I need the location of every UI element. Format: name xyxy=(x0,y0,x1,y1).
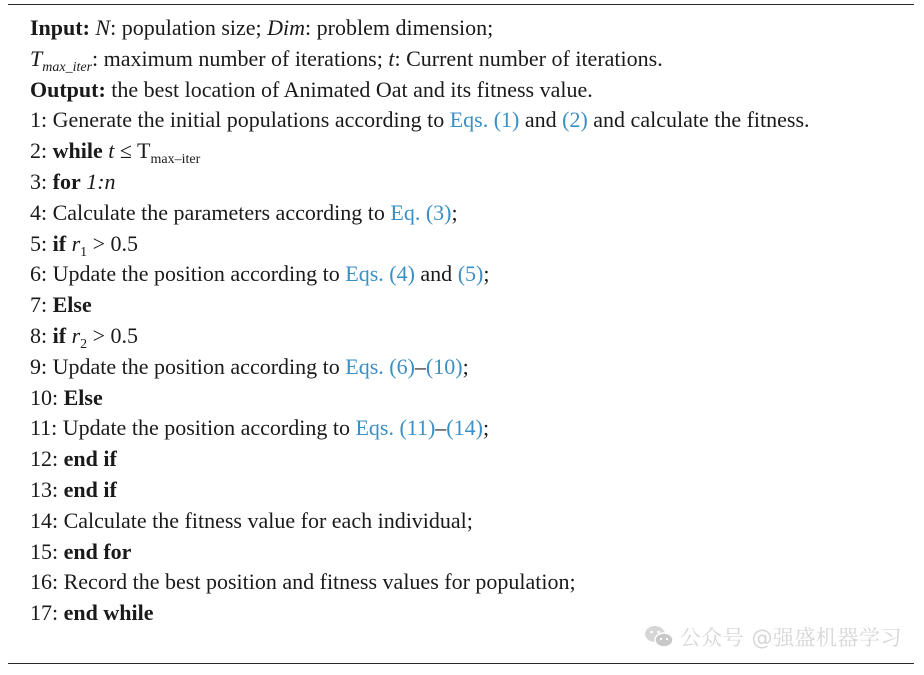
step-16 xyxy=(30,567,900,598)
step-9-mid: – xyxy=(414,353,426,379)
step-8-number: 8: xyxy=(30,322,53,348)
step-11-post: ; xyxy=(482,415,490,441)
dim-description: : problem dimension; xyxy=(305,15,494,40)
algorithm-block xyxy=(30,13,900,629)
step-6-text: 6: Update the position according to xyxy=(30,261,346,287)
step-11-text: 11: Update the position according to xyxy=(30,415,356,441)
step-17-number: 17: xyxy=(30,600,64,626)
tmax-line xyxy=(30,44,900,75)
tmax-variable: T xyxy=(30,45,43,71)
step-5-subscript: 1 xyxy=(80,244,88,260)
step-1-mid: and xyxy=(519,107,563,133)
for-keyword: for xyxy=(52,168,81,194)
step-8-condition: > 0.5 xyxy=(87,322,139,348)
step-13 xyxy=(30,475,900,506)
eq-ref-5[interactable]: (5) xyxy=(457,261,484,287)
step-7-number: 7: xyxy=(30,292,53,318)
eq-ref-4[interactable]: Eqs. (4) xyxy=(345,261,415,287)
tmax-subscript: max_iter xyxy=(42,59,93,75)
input-line xyxy=(30,13,900,44)
step-2-subscript: max‒iter xyxy=(150,152,201,168)
step-12-number: 12: xyxy=(30,446,64,472)
step-3 xyxy=(30,167,900,198)
step-5-condition: > 0.5 xyxy=(87,230,139,256)
step-9-text: 9: Update the position according to xyxy=(30,353,346,379)
step-2-number: 2: xyxy=(30,138,53,164)
step-12 xyxy=(30,444,900,475)
step-10-number: 10: xyxy=(30,384,64,410)
eq-ref-10[interactable]: (10) xyxy=(425,353,463,379)
t-description: : Current number of iterations. xyxy=(394,45,663,71)
end-if-keyword: end if xyxy=(63,476,117,502)
eq-ref-3[interactable]: Eq. (3) xyxy=(390,199,452,225)
step-8-subscript: 2 xyxy=(80,336,88,352)
step-8-var: r xyxy=(66,322,81,348)
step-10 xyxy=(30,383,900,414)
step-8 xyxy=(30,321,900,352)
step-9 xyxy=(30,352,900,383)
output-label: Output: xyxy=(30,76,106,102)
eq-ref-14[interactable]: (14) xyxy=(446,415,483,441)
step-6-mid: and xyxy=(414,261,458,287)
step-1-post: and calculate the fitness. xyxy=(587,107,810,133)
dim-variable: Dim xyxy=(267,15,306,40)
step-7 xyxy=(30,290,900,321)
wechat-icon xyxy=(644,624,674,650)
step-4-text: 4: Calculate the parameters according to xyxy=(30,199,391,225)
if-keyword: if xyxy=(52,322,67,348)
else-keyword: Else xyxy=(52,292,92,318)
watermark xyxy=(644,622,902,652)
step-14-text: 14: Calculate the fitness value for each individual; xyxy=(30,507,473,533)
input-label: Input: xyxy=(30,15,90,40)
eq-ref-6[interactable]: Eqs. (6) xyxy=(345,353,415,379)
step-4 xyxy=(30,198,900,229)
step-2-var: t xyxy=(102,138,115,164)
step-11 xyxy=(30,413,900,444)
step-15 xyxy=(30,537,900,568)
n-variable: N xyxy=(95,15,111,40)
end-if-keyword: end if xyxy=(63,446,117,472)
step-3-range: 1:n xyxy=(80,168,116,194)
bottom-rule xyxy=(8,663,914,664)
step-11-mid: – xyxy=(435,415,447,441)
step-5-number: 5: xyxy=(30,230,53,256)
step-3-number: 3: xyxy=(30,168,53,194)
end-for-keyword: end for xyxy=(63,538,132,564)
if-keyword: if xyxy=(52,230,67,256)
step-14 xyxy=(30,506,900,537)
step-2 xyxy=(30,136,900,167)
eq-ref-1[interactable]: Eqs. (1) xyxy=(449,107,520,133)
watermark-text: 公众号 @强盛机器学习 xyxy=(679,626,902,650)
step-9-post: ; xyxy=(462,353,469,379)
tmax-description: : maximum number of iterations; xyxy=(92,45,389,71)
step-1-text: 1: Generate the initial populations according to xyxy=(30,107,450,133)
else-keyword: Else xyxy=(63,384,103,410)
end-while-keyword: end while xyxy=(63,600,154,626)
top-rule xyxy=(8,4,914,5)
step-6-post: ; xyxy=(483,261,490,287)
step-15-number: 15: xyxy=(30,538,64,564)
step-4-post: ; xyxy=(451,199,458,225)
t-variable: t xyxy=(388,45,395,71)
eq-ref-11[interactable]: Eqs. (11) xyxy=(355,415,436,441)
n-description: : population size; xyxy=(110,15,268,40)
output-line xyxy=(30,75,900,106)
step-5 xyxy=(30,229,900,260)
output-description: the best location of Animated Oat and its fitness value. xyxy=(105,76,593,102)
step-5-var: r xyxy=(66,230,81,256)
step-13-number: 13: xyxy=(30,476,64,502)
step-6 xyxy=(30,259,900,290)
step-1 xyxy=(30,105,900,136)
step-16-text: 16: Record the best position and fitness values for population; xyxy=(30,569,576,595)
while-keyword: while xyxy=(52,138,103,164)
step-2-condition: ≤ T xyxy=(114,138,151,164)
eq-ref-2[interactable]: (2) xyxy=(562,107,588,133)
